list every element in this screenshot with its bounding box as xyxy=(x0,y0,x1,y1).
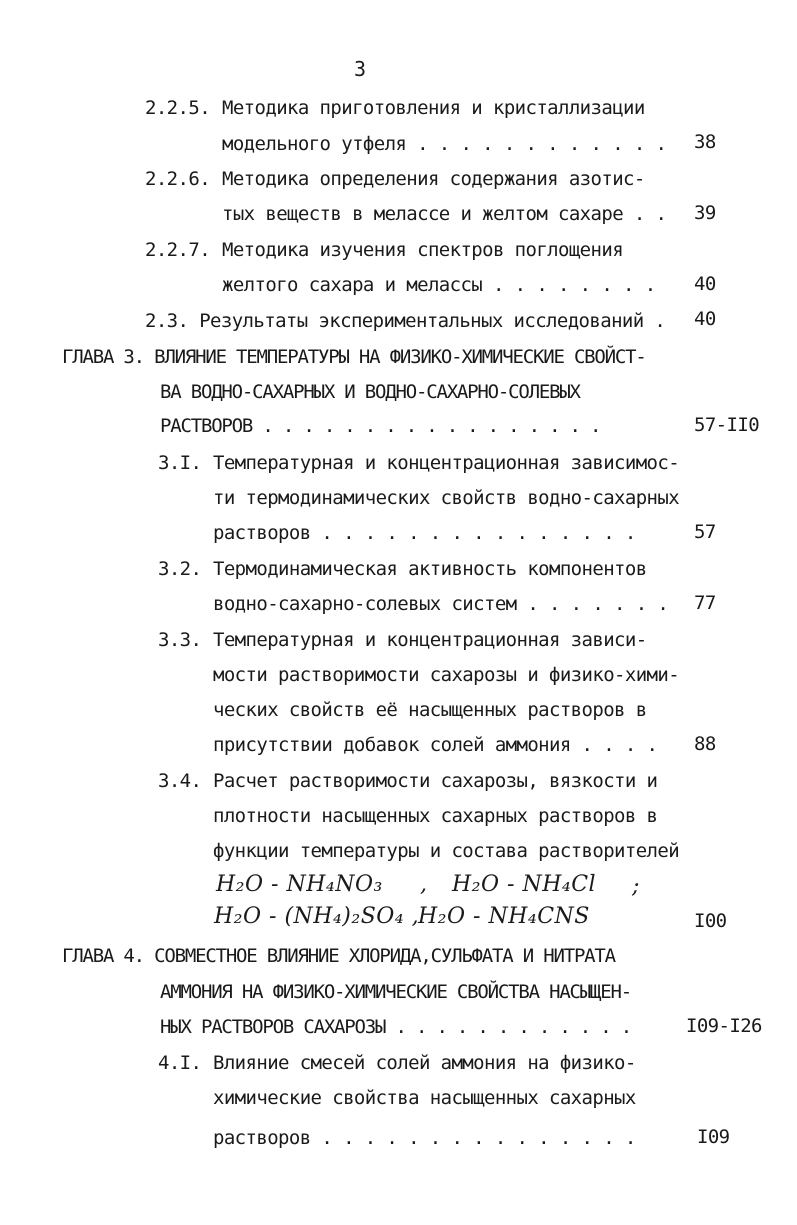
formula-h2o-nh4no3: H₂O - NH₄NO₃ xyxy=(216,872,383,897)
toc-3-4-title-cont: плотности насыщенных сахарных растворов в xyxy=(213,805,658,827)
chapter-4-title-end: НЫХ РАСТВОРОВ САХАРОЗЫ . . . . . . . . . . . . xyxy=(160,1016,631,1038)
toc-3-2-page: 77 xyxy=(694,592,716,614)
toc-2-2-6-title-cont: тых веществ в мелассе и желтом сахаре . . xyxy=(222,203,667,225)
chapter-3-title-cont: ВА ВОДНО-САХАРНЫХ И ВОДНО-САХАРНО-СОЛЕВЫХ xyxy=(160,381,580,403)
toc-2-2-7-page: 40 xyxy=(694,273,716,295)
page-number: 3 xyxy=(354,57,367,81)
toc-4-1-title-cont: химические свойства насыщенных сахарных xyxy=(213,1087,636,1109)
toc-2-3-title: 2.3. Результаты экспериментальных исследований . xyxy=(145,310,666,332)
toc-3-4-page: I00 xyxy=(694,910,727,932)
toc-3-4-title-cont-2: функции температуры и состава растворителей xyxy=(213,840,680,862)
toc-3-3-title-cont: мости растворимости сахарозы и физико-хими- xyxy=(213,664,680,686)
toc-3-3-title-end: присутствии добавок солей аммония . . . . xyxy=(213,734,658,756)
toc-4-1-number: 4.I. xyxy=(158,1052,202,1074)
chapter-4-title-cont: АММОНИЯ НА ФИЗИКО-ХИМИЧЕСКИЕ СВОЙСТВА НАСЫЩЕН- xyxy=(160,981,631,1003)
toc-2-2-5-number: 2.2.5. xyxy=(145,97,211,119)
toc-3-2-number: 3.2. xyxy=(158,558,202,580)
formula-h2o-nh4cns: H₂O - NH₄CNS xyxy=(418,904,590,929)
toc-2-2-6-title: Методика определения содержания азотис- xyxy=(222,168,645,190)
toc-3-1-page: 57 xyxy=(694,521,716,543)
toc-3-1-title: Температурная и концентрационная зависимос- xyxy=(213,452,680,474)
toc-4-1-page: I09 xyxy=(697,1126,730,1148)
formula-separator-comma: , xyxy=(420,872,428,897)
toc-2-2-7-number: 2.2.7. xyxy=(145,239,211,261)
toc-2-3-page: 40 xyxy=(694,308,716,330)
toc-2-2-5-title-cont: модельного утфеля . . . . . . . . . . . . xyxy=(222,133,667,155)
toc-4-1-title: Влияние смесей солей аммония на физико- xyxy=(213,1052,636,1074)
toc-3-3-title: Температурная и концентрационная зависи- xyxy=(213,629,647,651)
toc-2-2-5-title: Методика приготовления и кристаллизации xyxy=(222,97,645,119)
formula-h2o-nh4-2so4: H₂O - (NH₄)₂SO₄ , xyxy=(214,904,420,929)
toc-3-4-title: Расчет растворимости сахарозы, вязкости и xyxy=(213,770,658,792)
formula-separator-semicolon: ; xyxy=(632,874,640,899)
toc-3-2-title: Термодинамическая активность компонентов xyxy=(213,558,647,580)
toc-3-3-page: 88 xyxy=(694,733,716,755)
chapter-4-title: ГЛАВА 4. СОВМЕСТНОЕ ВЛИЯНИЕ ХЛОРИДА,СУЛЬФАТА И НИТРАТА xyxy=(62,945,615,967)
chapter-4-pages: I09-I26 xyxy=(686,1015,762,1037)
toc-4-1-title-end: растворов . . . . . . . . . . . . . . . xyxy=(213,1127,636,1149)
toc-2-2-6-number: 2.2.6. xyxy=(145,168,211,190)
formula-h2o-nh4cl: H₂O - NH₄Cl xyxy=(452,872,597,897)
toc-3-1-title-end: растворов . . . . . . . . . . . . . . . xyxy=(213,522,636,544)
toc-2-2-7-title: Методика изучения спектров поглощения xyxy=(222,239,624,261)
toc-3-3-number: 3.3. xyxy=(158,629,202,651)
chapter-3-title-end: РАСТВОРОВ . . . . . . . . . . . . . . . . . xyxy=(160,415,601,437)
chapter-3-title: ГЛАВА 3. ВЛИЯНИЕ ТЕМПЕРАТУРЫ НА ФИЗИКО-ХИМИЧЕСКИЕ СВОЙСТ- xyxy=(62,346,646,368)
chapter-3-pages: 57-II0 xyxy=(694,414,760,436)
toc-3-4-number: 3.4. xyxy=(158,770,202,792)
toc-3-2-title-cont: водно-сахарно-солевых систем . . . . . . . xyxy=(213,593,669,615)
toc-2-2-5-page: 38 xyxy=(694,131,716,153)
toc-2-2-7-title-cont: желтого сахара и мелассы . . . . . . . . xyxy=(222,274,656,296)
toc-2-2-6-page: 39 xyxy=(694,202,716,224)
toc-3-1-title-cont: ти термодинамических свойств водно-сахарных xyxy=(213,487,680,509)
toc-3-1-number: 3.I. xyxy=(158,452,202,474)
toc-3-3-title-cont-2: ческих свойств её насыщенных растворов в xyxy=(213,699,647,721)
